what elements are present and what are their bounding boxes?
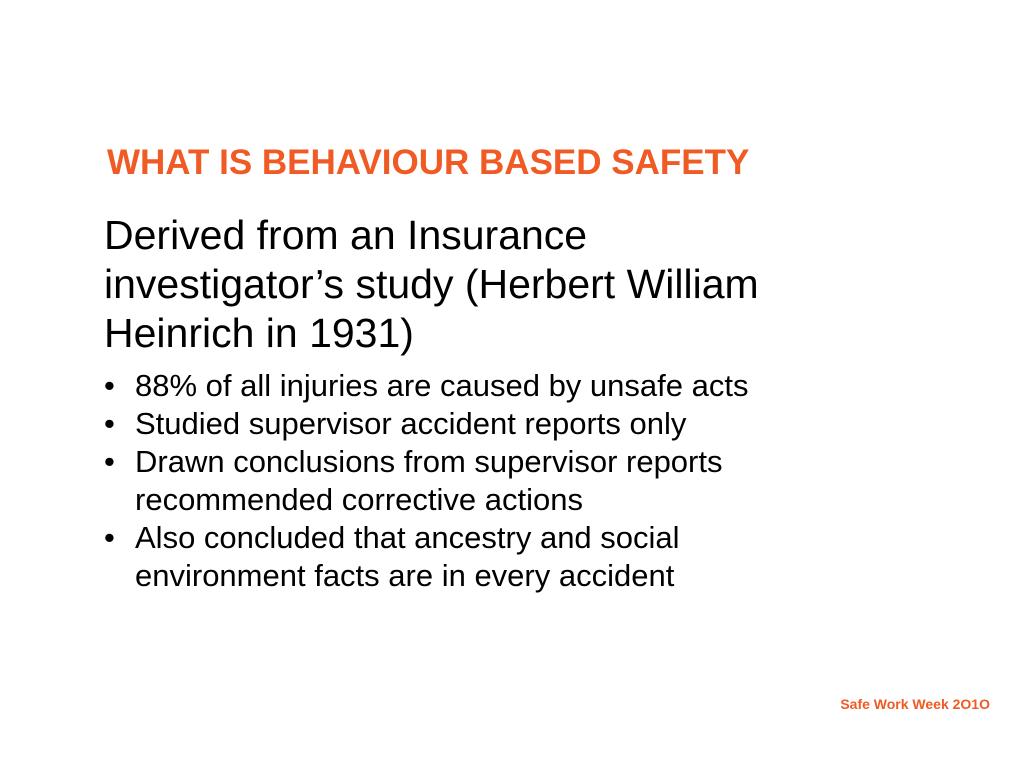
bullet-text-line: Also concluded that ancestry and social — [135, 520, 680, 555]
footer-label: Safe Work Week 2O1O — [840, 696, 990, 712]
bullet-text-line: environment facts are in every accident — [135, 558, 675, 593]
intro-line: investigator’s study (Herbert William — [104, 261, 759, 307]
bullet-item — [104, 519, 748, 595]
intro-paragraph — [104, 211, 759, 358]
bullet-item — [104, 405, 748, 443]
intro-line: Derived from an Insurance — [104, 212, 588, 258]
bullet-icon: • — [104, 406, 115, 441]
slide-title: WHAT IS BEHAVIOUR BASED SAFETY — [107, 143, 750, 182]
bullet-item — [104, 443, 748, 519]
bullet-icon: • — [104, 368, 115, 403]
bullet-text-line: 88% of all injuries are caused by unsafe acts — [135, 368, 749, 403]
bullet-text-line: Drawn conclusions from supervisor reports — [135, 444, 723, 479]
bullet-icon: • — [104, 444, 115, 479]
bullet-text-line: recommended corrective actions — [135, 482, 583, 517]
bullet-text-line: Studied supervisor accident reports only — [135, 406, 687, 441]
bullet-icon: • — [104, 520, 115, 555]
bullet-item — [104, 367, 748, 405]
intro-line: Heinrich in 1931) — [104, 310, 414, 356]
bullet-list — [104, 367, 748, 595]
